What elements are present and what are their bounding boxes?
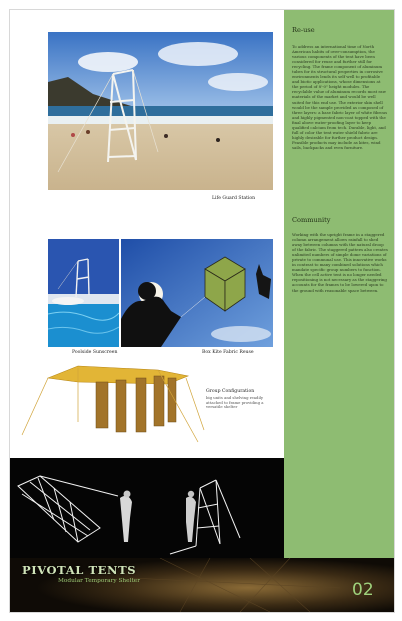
section-heading-reuse: Re-use	[292, 26, 315, 34]
pool-scene-illustration	[48, 239, 119, 347]
night-scene-illustration	[10, 458, 284, 558]
night-frames-photo	[10, 458, 284, 558]
section-body-reuse: To address an international time of North American habits of over-consumption, the various components of the tent have been considered for reuse and further still for recycling. The frame component of aluminum tubes for its structural properties in corrosive environments lends its self well to profitable and biotic applications, whose dimensions at the period of 8'-0" height modules. The recyclable value of aluminum records most raw materials of the market and would be well suited for this end use. The exterior skin shell would be the sample provided as composed of three layers: a base fabric layer of white fibrous and highly pigmented non-coat topped with the final above water-proofing layer to keep qualified calcium from tech. Durable, light, and full of color the tent water shield fabric are highly desirable for further product design. Feasible products may include as kites, wind sails, backpacks and even furniture.	[292, 44, 388, 150]
brand-tagline: Modular Temporary Shelter	[58, 578, 140, 584]
sidebar	[284, 10, 394, 558]
poolside-photo	[48, 239, 119, 347]
page-number: 02	[352, 580, 374, 600]
kite-scene-illustration	[121, 239, 273, 347]
group-configuration-subcaption: big units and shelving readily attached to frame providing a versatile shelter	[206, 395, 264, 410]
poster-page	[10, 10, 394, 612]
poolside-caption: Poolside Sunscreen	[72, 350, 118, 355]
box-kite-photo	[121, 239, 273, 347]
lifeguard-station-caption: Life Guard Station	[212, 196, 256, 201]
group-configuration-render	[18, 360, 208, 455]
section-heading-community: Community	[292, 216, 331, 224]
section-body-community: Working with the upright frame in a staggered column arrangement allows rainfall to shed away between columns with the natural droop of the fabric. The staggered pattern also creates unlimited numbers of simple dome variations of private to communal use. This innovative works in contrast to many combined solutions which mandate specific group numbers to function. When the cell active tent is no longer needed repositioning is not necessary as the staggering accounts for the frames to be lowered upon to the ground with reasonable space between.	[292, 232, 388, 293]
group-configuration-caption: Group Configuration	[206, 389, 255, 394]
lifeguard-station-photo	[48, 32, 273, 190]
box-kite-caption: Box Kite Fabric Reuse	[202, 350, 254, 355]
beach-scene-illustration	[48, 32, 273, 190]
brand-title: PIVOTAL TENTS	[22, 563, 137, 577]
group-shelter-illustration	[18, 360, 208, 455]
